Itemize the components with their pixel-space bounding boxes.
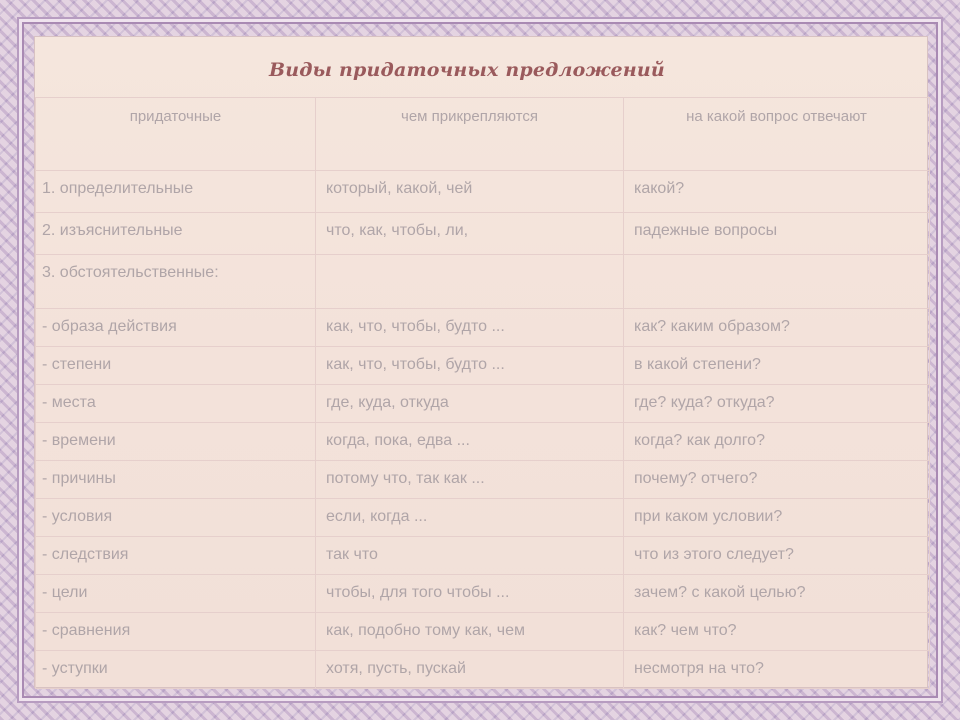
cell-connectors: потому что, так как ... xyxy=(316,461,624,499)
cell-connectors: так что xyxy=(316,537,624,575)
cell-question: падежные вопросы xyxy=(624,213,930,255)
table-row xyxy=(36,423,930,461)
cell-clause-type: - времени xyxy=(36,423,316,461)
cell-clause-type: - степени xyxy=(36,347,316,385)
cell-connectors: как, подобно тому как, чем xyxy=(316,613,624,651)
table-row xyxy=(36,461,930,499)
table-row xyxy=(36,309,930,347)
cell-clause-type: 2. изъяснительные xyxy=(36,213,316,255)
cell-connectors: что, как, чтобы, ли, xyxy=(316,213,624,255)
cell-question: несмотря на что? xyxy=(624,651,930,689)
cell-clause-type: - условия xyxy=(36,499,316,537)
subordinate-clauses-table xyxy=(35,97,930,689)
cell-connectors xyxy=(316,255,624,309)
cell-connectors: как, что, чтобы, будто ... xyxy=(316,347,624,385)
cell-question: почему? отчего? xyxy=(624,461,930,499)
table-row xyxy=(36,347,930,385)
table-row xyxy=(36,613,930,651)
table-row xyxy=(36,171,930,213)
cell-question: зачем? с какой целью? xyxy=(624,575,930,613)
table-header-row xyxy=(36,98,930,171)
table-row xyxy=(36,651,930,689)
cell-clause-type: 3. обстоятельственные: xyxy=(36,255,316,309)
cell-clause-type: - уступки xyxy=(36,651,316,689)
cell-question xyxy=(624,255,930,309)
table-row xyxy=(36,213,930,255)
cell-connectors: как, что, чтобы, будто ... xyxy=(316,309,624,347)
cell-question: что из этого следует? xyxy=(624,537,930,575)
cell-question: в какой степени? xyxy=(624,347,930,385)
cell-question: при каком условии? xyxy=(624,499,930,537)
table-row xyxy=(36,385,930,423)
cell-question: какой? xyxy=(624,171,930,213)
header-question: на какой вопрос отвечают xyxy=(624,98,930,171)
header-connectors: чем прикрепляются xyxy=(316,98,624,171)
table-row xyxy=(36,499,930,537)
cell-question: где? куда? откуда? xyxy=(624,385,930,423)
cell-clause-type: - места xyxy=(36,385,316,423)
cell-question: как? каким образом? xyxy=(624,309,930,347)
cell-clause-type: - образа действия xyxy=(36,309,316,347)
table-row xyxy=(36,537,930,575)
cell-connectors: когда, пока, едва ... xyxy=(316,423,624,461)
cell-connectors: чтобы, для того чтобы ... xyxy=(316,575,624,613)
cell-connectors: который, какой, чей xyxy=(316,171,624,213)
cell-clause-type: - причины xyxy=(36,461,316,499)
cell-clause-type: - сравнения xyxy=(36,613,316,651)
table-sheet xyxy=(34,36,928,688)
page-title: Виды придаточных предложений xyxy=(269,59,665,81)
cell-connectors: если, когда ... xyxy=(316,499,624,537)
cell-question: как? чем что? xyxy=(624,613,930,651)
header-clause-type: придаточные xyxy=(36,98,316,171)
cell-clause-type: 1. определительные xyxy=(36,171,316,213)
table-row xyxy=(36,255,930,309)
table-row xyxy=(36,575,930,613)
cell-clause-type: - следствия xyxy=(36,537,316,575)
cell-clause-type: - цели xyxy=(36,575,316,613)
cell-question: когда? как долго? xyxy=(624,423,930,461)
cell-connectors: где, куда, откуда xyxy=(316,385,624,423)
cell-connectors: хотя, пусть, пускай xyxy=(316,651,624,689)
